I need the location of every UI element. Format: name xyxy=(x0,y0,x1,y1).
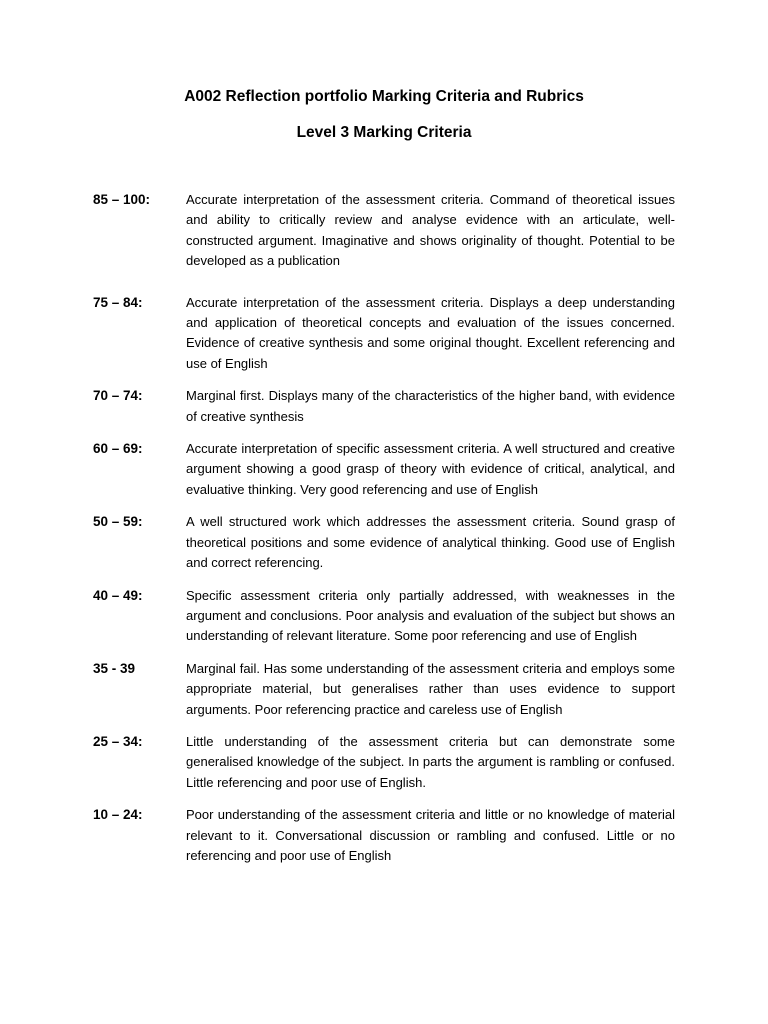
band-description: Accurate interpretation of specific assessment criteria. A well structured and creative argument showing a good grasp of theory with evidence of critical, analytical, and evaluative thinking. Very good referencing and use of English xyxy=(186,441,675,497)
band-label: 35 - 39 xyxy=(93,660,136,676)
band-label: 70 – 74: xyxy=(93,388,143,404)
criteria-row xyxy=(93,439,675,500)
band-description: Marginal fail. Has some understanding of the assessment criteria and employs some appropriate material, but generalises rather than uses evidence to support arguments. Poor referencing practice and careless use of English xyxy=(186,660,675,717)
document-title: A002 Reflection portfolio Marking Criteria and Rubrics xyxy=(184,88,584,105)
band-label: 40 – 49: xyxy=(93,587,143,603)
criteria-row xyxy=(93,190,675,272)
criteria-row xyxy=(93,732,675,793)
band-description: A well structured work which addresses the assessment criteria. Sound grasp of theoretical positions and some evidence of analytical thinking. Good use of English and correct referencing. xyxy=(186,514,675,571)
band-description: Specific assessment criteria only partially addressed, with weaknesses in the argument and conclusions. Poor analysis and evaluation of the subject but shows an understanding of relevant literature. Some poor referencing and use of English xyxy=(186,587,675,644)
band-description: Poor understanding of the assessment criteria and little or no knowledge of material relevant to it. Conversational discussion or rambling and confused. Little or no referencing and poor use of English xyxy=(186,807,675,863)
band-label: 10 – 24: xyxy=(93,807,143,823)
document-subtitle: Level 3 Marking Criteria xyxy=(296,124,472,141)
band-description: Accurate interpretation of the assessment criteria. Displays a deep understanding and application of theoretical concepts and evaluation of the issues concerned. Evidence of creative synthesis and some original thought. Excellent referencing and use of English xyxy=(186,294,675,371)
band-label: 85 – 100: xyxy=(93,192,151,207)
band-label: 60 – 69: xyxy=(93,441,143,457)
band-label: 75 – 84: xyxy=(93,294,143,310)
band-description: Little understanding of the assessment criteria but can demonstrate some generalised knowledge of the subject. In parts the argument is rambling or confused. Little referencing and poor use of English. xyxy=(186,733,675,790)
criteria-row xyxy=(93,659,675,720)
criteria-row xyxy=(93,512,675,573)
criteria-row xyxy=(93,805,675,866)
band-description: Accurate interpretation of the assessment criteria. Command of theoretical issues and ability to critically review and analyse evidence with an articulate, well-constructed argument. Imaginative and shows originality of thought. Potential to be developed as a publication xyxy=(186,192,675,269)
band-label: 25 – 34: xyxy=(93,733,143,749)
band-description: Marginal first. Displays many of the characteristics of the higher band, with evidence of creative synthesis xyxy=(186,388,675,424)
criteria-row xyxy=(93,586,675,647)
criteria-row xyxy=(93,386,675,427)
criteria-list xyxy=(93,190,675,866)
band-label: 50 – 59: xyxy=(93,514,143,530)
criteria-row xyxy=(93,293,675,375)
